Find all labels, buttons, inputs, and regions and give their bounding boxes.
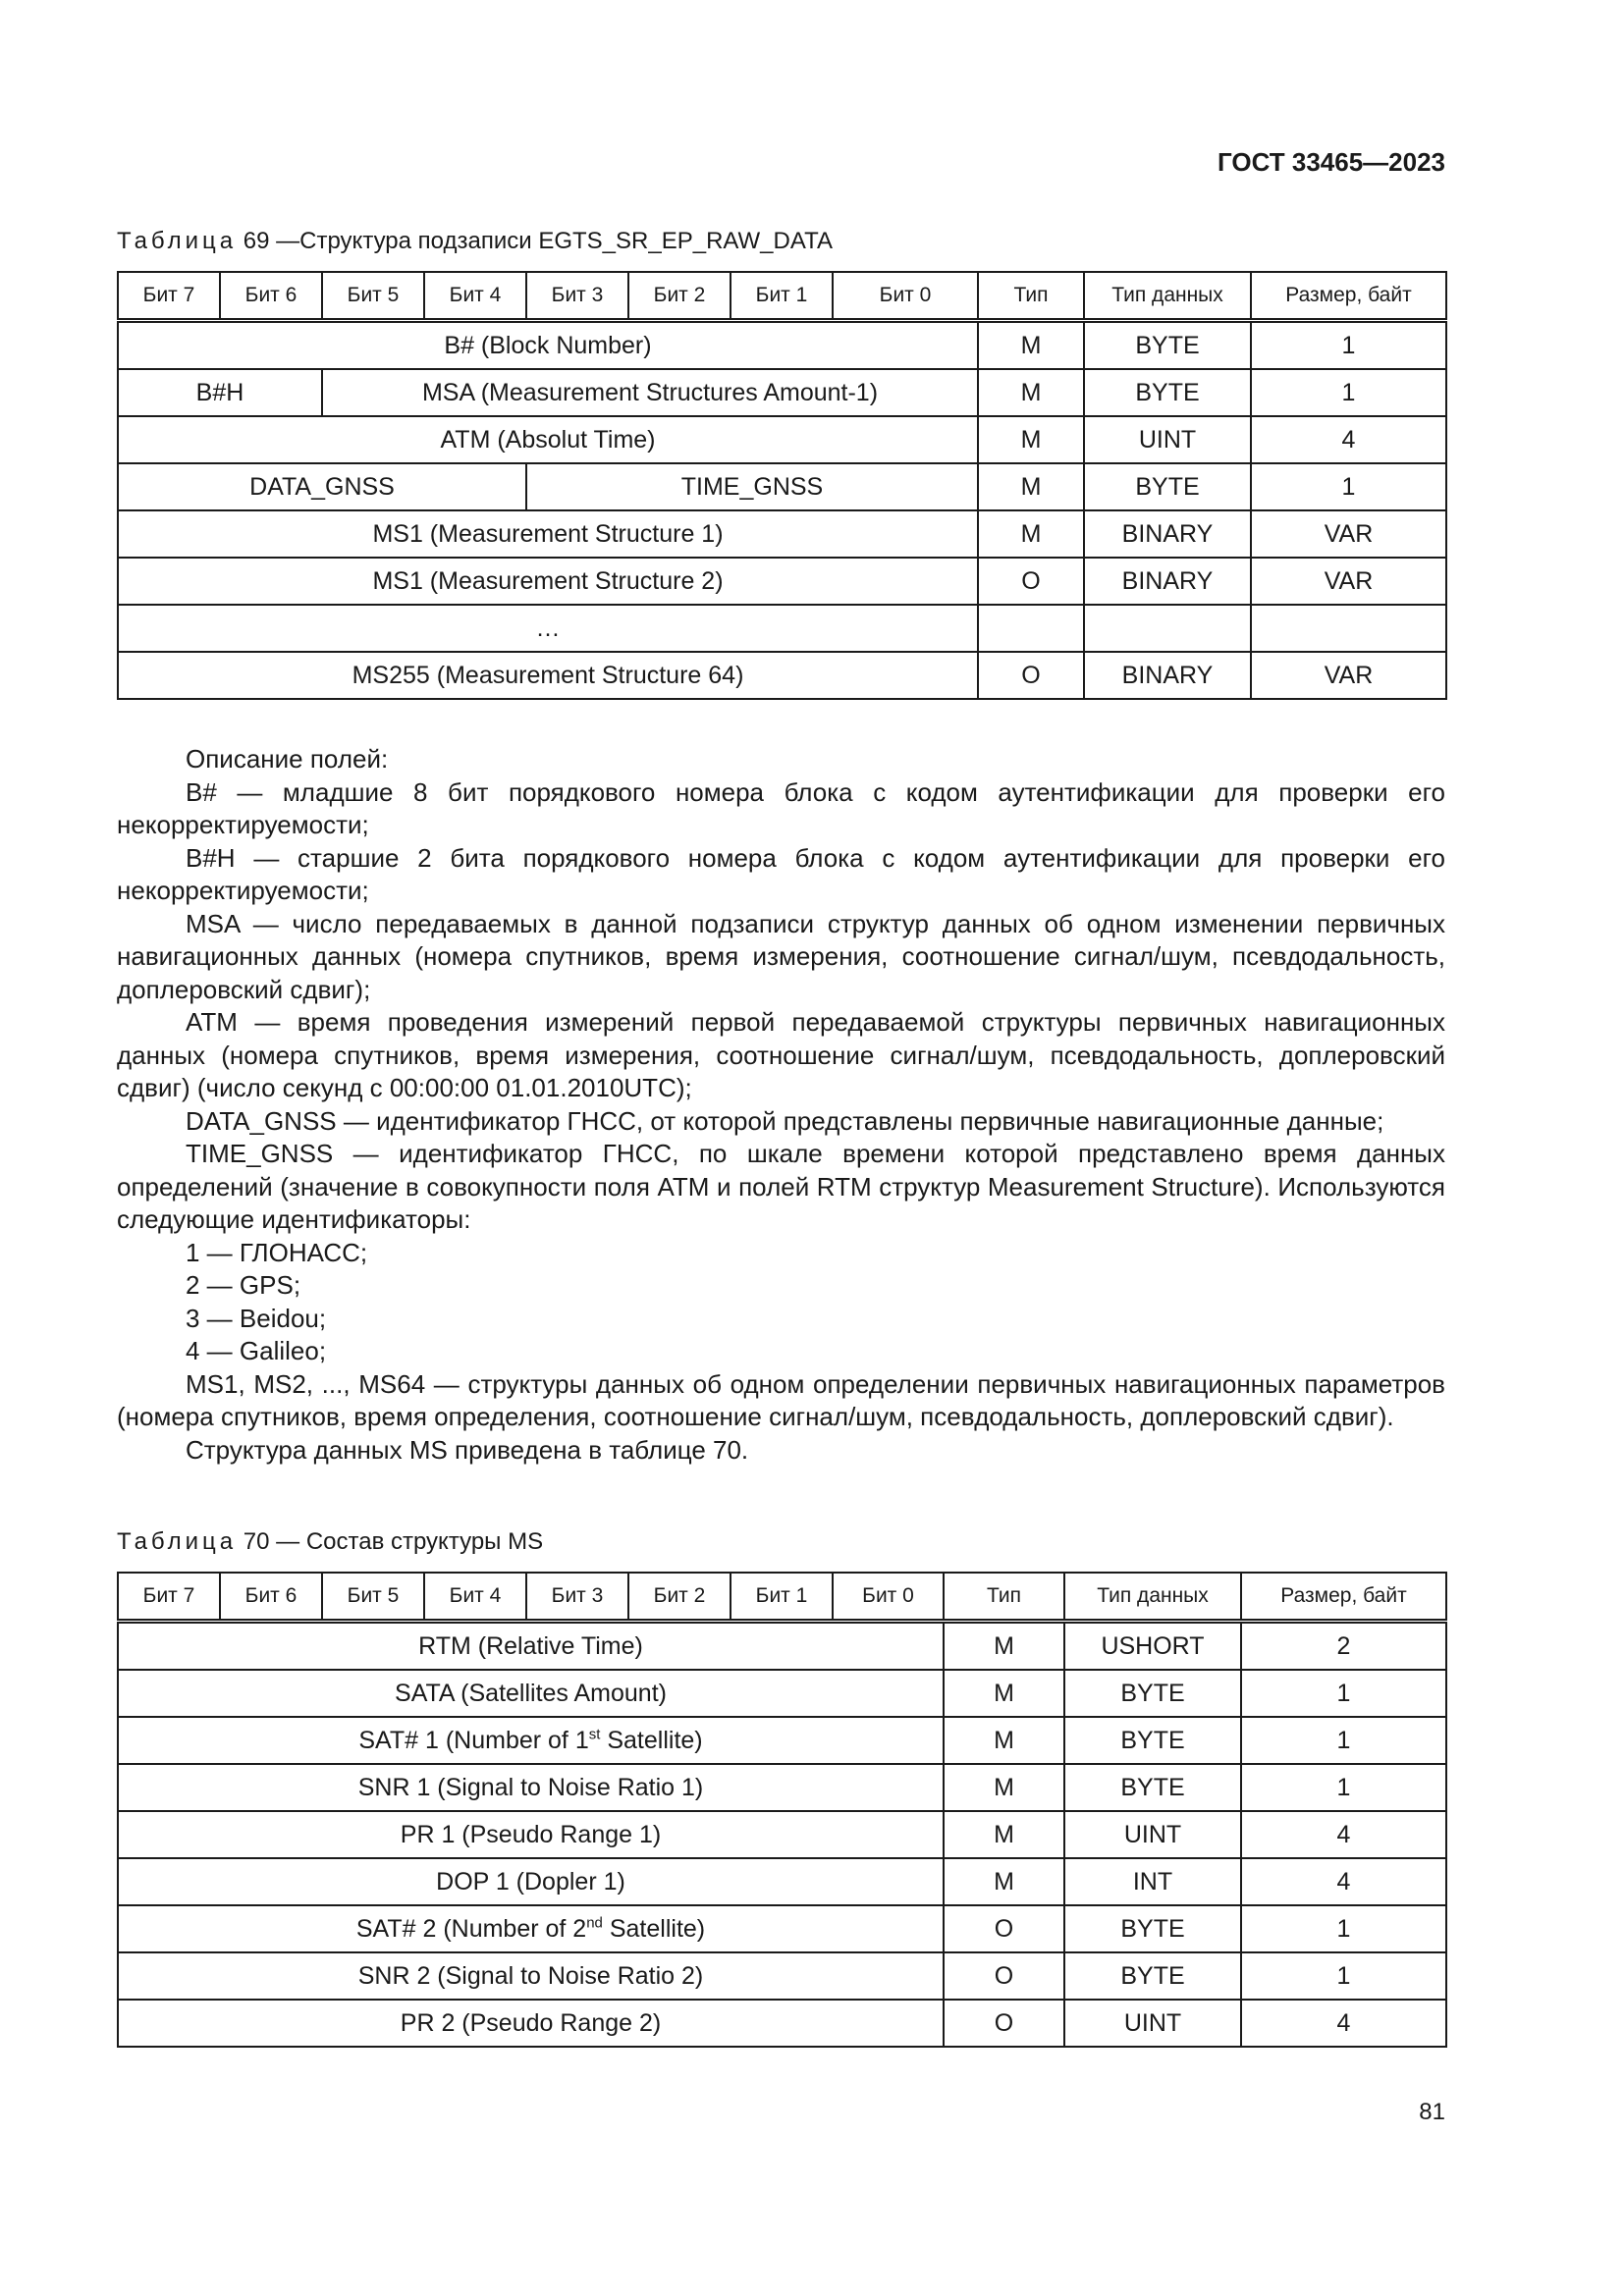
header-cell: Бит 5	[322, 1573, 424, 1622]
type-cell: O	[944, 1952, 1064, 2000]
dtype-cell: BYTE	[1084, 321, 1251, 370]
document-id: ГОСТ 33465—2023	[1218, 147, 1445, 177]
field-cell: ATM (Absolut Time)	[118, 416, 978, 463]
size-cell: VAR	[1251, 510, 1446, 558]
table-row	[118, 1622, 1446, 1671]
description-paragraph: B# — младшие 8 бит порядкового номера блока с кодом аутентификации для проверки его некорректируемости;	[117, 776, 1445, 839]
type-cell: O	[944, 1905, 1064, 1952]
field-cell: …	[118, 605, 978, 652]
field-cell: PR 2 (Pseudo Range 2)	[118, 2000, 944, 2047]
header-cell: Тип данных	[1064, 1573, 1241, 1622]
ordinal-suffix: nd	[586, 1914, 603, 1932]
table-row	[118, 510, 1446, 558]
field-cell: MS1 (Measurement Structure 2)	[118, 558, 978, 605]
table-row	[118, 463, 1446, 510]
size-cell: 4	[1241, 1811, 1446, 1858]
dtype-cell: BINARY	[1084, 510, 1251, 558]
dtype-cell: BYTE	[1064, 1717, 1241, 1764]
size-cell: VAR	[1251, 558, 1446, 605]
size-cell: 4	[1241, 2000, 1446, 2047]
type-cell: O	[944, 2000, 1064, 2047]
header-cell: Тип данных	[1084, 272, 1251, 321]
identifier-item: 4 — Galileo;	[186, 1336, 327, 1365]
dtype-cell: UINT	[1084, 416, 1251, 463]
table-row	[118, 652, 1446, 699]
type-cell: M	[978, 416, 1084, 463]
field-cell: MSA (Measurement Structures Amount-1)	[322, 369, 978, 416]
table-row	[118, 369, 1446, 416]
header-cell: Размер, байт	[1251, 272, 1446, 321]
table-header-row	[118, 272, 1446, 321]
description-paragraph: DATA_GNSS — идентификатор ГНСС, от которой представлены первичные навигационные данные;	[186, 1105, 1384, 1136]
header-cell: Бит 1	[731, 272, 833, 321]
type-cell: M	[944, 1622, 1064, 1671]
type-cell: M	[978, 463, 1084, 510]
table-70	[117, 1572, 1447, 2048]
field-text: SAT# 1 (Number of 1	[358, 1726, 589, 1754]
header-cell: Бит 6	[220, 272, 322, 321]
field-cell: B# (Block Number)	[118, 321, 978, 370]
description-paragraph: ATM — время проведения измерений первой передаваемой структуры первичных навигационных данных (номера спутников, время измерения, соотношение сигнал/шум, псевдодальность, доплеровский сдвиг) (число секунд с 00:00:00 01.01.2010UTC);	[117, 1007, 1445, 1102]
description-paragraph: TIME_GNSS — идентификатор ГНСС, по шкале времени которой представлено время данных определений (значение в совокупности поля ATM и полей RTM структур Measurement Structure). Используются следующие идентификаторы:	[117, 1139, 1445, 1234]
size-cell: 1	[1251, 369, 1446, 416]
field-cell: MS255 (Measurement Structure 64)	[118, 652, 978, 699]
field-text: Satellite)	[602, 1914, 706, 1943]
table-row	[118, 321, 1446, 370]
table-row	[118, 1952, 1446, 2000]
header-cell: Бит 7	[118, 1573, 220, 1622]
table-69-caption-text: 69 —Структура подзаписи EGTS_SR_EP_RAW_DATA	[243, 228, 833, 254]
table-row	[118, 605, 1446, 652]
size-cell: 4	[1251, 416, 1446, 463]
field-text: SAT# 2 (Number of 2	[355, 1914, 587, 1943]
table-row	[118, 2000, 1446, 2047]
table-row	[118, 1717, 1446, 1764]
field-cell: SNR 1 (Signal to Noise Ratio 1)	[118, 1764, 944, 1811]
header-cell: Тип	[944, 1573, 1064, 1622]
dtype-cell: BYTE	[1084, 463, 1251, 510]
type-cell	[978, 605, 1084, 652]
table-row	[118, 558, 1446, 605]
table-row	[118, 1764, 1446, 1811]
ordinal-suffix: st	[588, 1726, 601, 1743]
dtype-cell: BINARY	[1084, 652, 1251, 699]
table-69-caption-label: Таблица	[117, 228, 238, 254]
size-cell: 1	[1251, 321, 1446, 370]
header-cell: Бит 0	[833, 272, 978, 321]
type-cell: M	[944, 1858, 1064, 1905]
dtype-cell	[1084, 605, 1251, 652]
table-69	[117, 271, 1447, 700]
dtype-cell: BYTE	[1064, 1764, 1241, 1811]
type-cell: M	[978, 321, 1084, 370]
table-row	[118, 1811, 1446, 1858]
header-cell: Бит 0	[833, 1573, 944, 1622]
header-cell: Бит 3	[526, 272, 628, 321]
type-cell: M	[978, 510, 1084, 558]
table-row	[118, 1858, 1446, 1905]
dtype-cell: BYTE	[1064, 1952, 1241, 2000]
header-cell: Бит 4	[424, 1573, 526, 1622]
description-paragraph: Структура данных MS приведена в таблице 70.	[186, 1434, 749, 1465]
field-cell: DATA_GNSS	[118, 463, 526, 510]
header-cell: Бит 7	[118, 272, 220, 321]
header-cell: Бит 6	[220, 1573, 322, 1622]
description-paragraph: MS1, MS2, ..., MS64 — структуры данных об одном определении первичных навигационных параметров (номера спутников, время определения, соотношение сигнал/шум, псевдодальность, доплеровский сдвиг).	[117, 1368, 1445, 1431]
header-cell: Бит 5	[322, 272, 424, 321]
table-row	[118, 416, 1446, 463]
dtype-cell: BYTE	[1084, 369, 1251, 416]
field-text: Satellite)	[600, 1726, 703, 1754]
size-cell: 1	[1241, 1764, 1446, 1811]
field-cell: RTM (Relative Time)	[118, 1622, 944, 1671]
size-cell: 4	[1241, 1858, 1446, 1905]
table-70-caption-label: Таблица	[117, 1528, 238, 1555]
size-cell: 2	[1241, 1622, 1446, 1671]
identifier-item: 1 — ГЛОНАСС;	[186, 1237, 368, 1267]
field-cell	[118, 1717, 944, 1764]
type-cell: M	[944, 1717, 1064, 1764]
size-cell	[1251, 605, 1446, 652]
table-69-caption	[117, 228, 833, 255]
type-cell: O	[978, 652, 1084, 699]
table-header-row	[118, 1573, 1446, 1622]
description-paragraph: MSA — число передаваемых в данной подзаписи структур данных об одном изменении первичных навигационных данных (номера спутников, время измерения, соотношение сигнал/шум, псевдодальность, доплеровский сдвиг);	[117, 908, 1445, 1004]
dtype-cell: INT	[1064, 1858, 1241, 1905]
type-cell: M	[944, 1764, 1064, 1811]
dtype-cell: BINARY	[1084, 558, 1251, 605]
type-cell: M	[978, 369, 1084, 416]
dtype-cell: UINT	[1064, 2000, 1241, 2047]
dtype-cell: BYTE	[1064, 1905, 1241, 1952]
header-cell: Бит 2	[628, 272, 731, 321]
field-cell: SNR 2 (Signal to Noise Ratio 2)	[118, 1952, 944, 2000]
table-70-caption	[117, 1528, 543, 1556]
size-cell: 1	[1251, 463, 1446, 510]
type-cell: O	[978, 558, 1084, 605]
dtype-cell: BYTE	[1064, 1670, 1241, 1717]
description-paragraph: B#H — старшие 2 бита порядкового номера блока с кодом аутентификации для проверки его некорректируемости;	[117, 842, 1445, 905]
field-cell: SATA (Satellites Amount)	[118, 1670, 944, 1717]
header-cell: Бит 3	[526, 1573, 628, 1622]
field-cell	[118, 1905, 944, 1952]
field-cell: TIME_GNSS	[526, 463, 978, 510]
field-cell: PR 1 (Pseudo Range 1)	[118, 1811, 944, 1858]
table-70-caption-text: 70 — Состав структуры MS	[243, 1528, 544, 1555]
header-cell: Тип	[978, 272, 1084, 321]
field-cell: B#H	[118, 369, 322, 416]
dtype-cell: USHORT	[1064, 1622, 1241, 1671]
field-cell: DOP 1 (Dopler 1)	[118, 1858, 944, 1905]
size-cell: 1	[1241, 1717, 1446, 1764]
identifier-item: 2 — GPS;	[186, 1270, 301, 1300]
table-row	[118, 1905, 1446, 1952]
type-cell: M	[944, 1670, 1064, 1717]
header-cell: Бит 4	[424, 272, 526, 321]
field-descriptions	[117, 743, 1445, 1467]
header-cell: Бит 1	[731, 1573, 833, 1622]
field-cell: MS1 (Measurement Structure 1)	[118, 510, 978, 558]
header-cell: Бит 2	[628, 1573, 731, 1622]
identifier-item: 3 — Beidou;	[186, 1303, 327, 1333]
dtype-cell: UINT	[1064, 1811, 1241, 1858]
size-cell: 1	[1241, 1952, 1446, 2000]
type-cell: M	[944, 1811, 1064, 1858]
page-number: 81	[1419, 2099, 1445, 2125]
description-title: Описание полей:	[186, 744, 389, 774]
size-cell: VAR	[1251, 652, 1446, 699]
table-row	[118, 1670, 1446, 1717]
size-cell: 1	[1241, 1905, 1446, 1952]
header-cell: Размер, байт	[1241, 1573, 1446, 1622]
size-cell: 1	[1241, 1670, 1446, 1717]
